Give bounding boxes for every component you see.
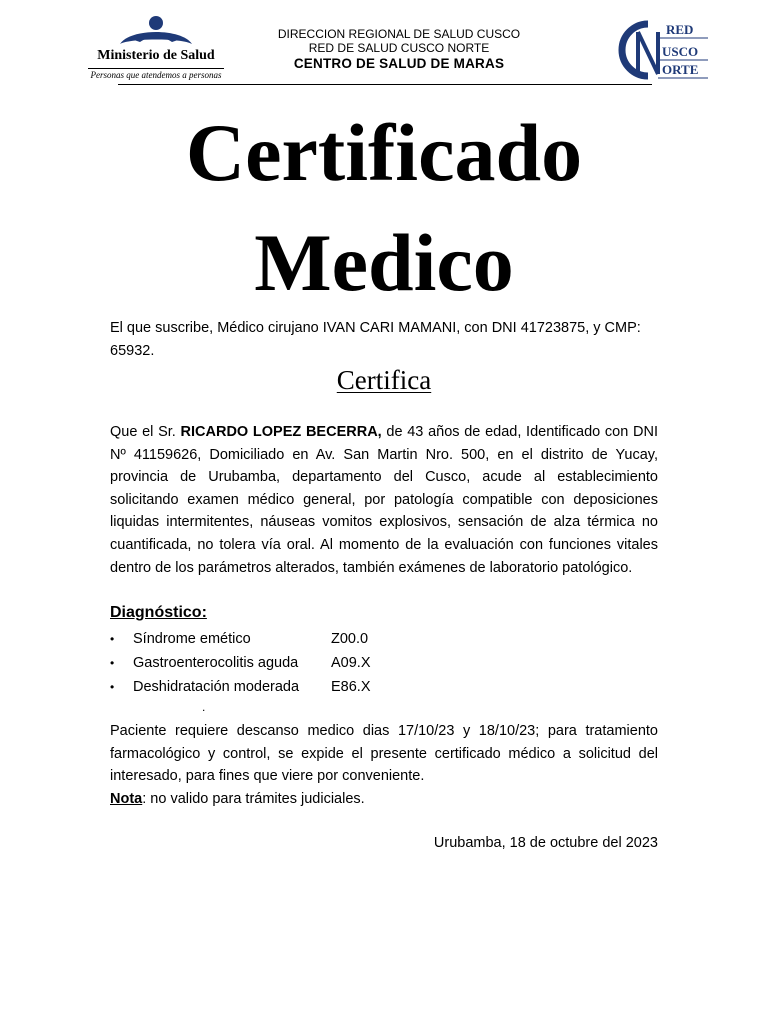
ministry-emblem-icon: [112, 14, 200, 50]
date-line: Urubamba, 18 de octubre del 2023: [433, 835, 658, 851]
ministry-logo: [86, 12, 226, 84]
certifica-heading: [0, 362, 768, 398]
body-paragraph: [110, 421, 658, 579]
diagnosis-item: [110, 675, 510, 699]
header-divider: [118, 84, 652, 85]
svg-text:USCO: USCO: [662, 44, 699, 59]
patient-name: RICARDO LOPEZ BECERRA,: [180, 424, 382, 440]
header-line-centro: CENTRO DE SALUD DE MARAS: [293, 56, 505, 71]
rest-paragraph: Paciente requiere descanso medico dias 17/10/23 y 18/10/23; para tratamiento farmacológico y control, se expide el presente certificado médico a solicitud del interesado, para fines que viere por conveniente.: [110, 723, 658, 785]
diagnosis-code: A09.X: [331, 655, 371, 671]
ministry-underline: [88, 68, 224, 69]
diagnosis-item: [110, 651, 510, 675]
bullet-icon: •: [110, 680, 115, 694]
diagnosis-name: Gastroenterocolitis aguda: [133, 655, 299, 671]
diagnosis-list: [110, 627, 510, 699]
ministry-slogan: Personas que atendemos a personas: [90, 70, 222, 80]
bullet-icon: •: [110, 632, 115, 646]
diagnosis-code: Z00.0: [331, 631, 369, 647]
nota-label: Nota: [110, 791, 143, 807]
intro-paragraph: El que suscribe, Médico cirujano IVAN CARI MAMANI, con DNI 41723875, y CMP: 65932.: [110, 320, 641, 359]
certifica-heading-text: Certifica: [336, 365, 432, 395]
diagnosis-name: Deshidratación moderada: [133, 679, 300, 695]
body-prefix: Que el Sr.: [110, 424, 181, 440]
header-line-red: RED DE SALUD CUSCO NORTE: [308, 41, 490, 55]
trailing-dot: .: [202, 700, 206, 714]
header-line-direccion: DIRECCION REGIONAL DE SALUD CUSCO: [277, 27, 521, 41]
diagnosis-heading: Diagnóstico:: [110, 604, 207, 621]
red-cusco-norte-emblem-icon: [618, 18, 710, 82]
title-line-certificado: Certificado: [185, 107, 583, 198]
diagnosis-name: Síndrome emético: [133, 631, 251, 647]
header-institution: [244, 27, 554, 72]
bullet-icon: •: [110, 656, 115, 670]
nota-text: : no valido para trámites judiciales.: [142, 791, 365, 807]
diagnosis-code: E86.X: [331, 679, 371, 695]
red-cusco-norte-logo: [618, 18, 710, 82]
title-line-medico: Medico: [254, 217, 514, 308]
ministry-name: Ministerio de Salud: [97, 48, 215, 63]
svg-text:ORTE: ORTE: [662, 62, 699, 77]
body-text: de 43 años de edad, Identificado con DNI Nº 41159626, Domiciliado en Av. San Martin Nro. 500, en el distrito de Yucay, provincia de Urubamba, departamento del Cusco, acude al establecimiento solicitando examen médico general, por patología compatible con deposiciones liquidas intermitentes, náuseas vomitos explosivos, sensación de alza térmica no cuantificada, no tolera vía oral. Al momento de la evaluación con funciones vitales dentro de los parámetros alterados, también exámenes de laboratorio patológico.: [110, 424, 658, 576]
diagnosis-item: [110, 627, 510, 651]
nota-line: [110, 788, 365, 811]
svg-text:RED: RED: [666, 22, 694, 37]
certificate-title: [0, 98, 768, 318]
